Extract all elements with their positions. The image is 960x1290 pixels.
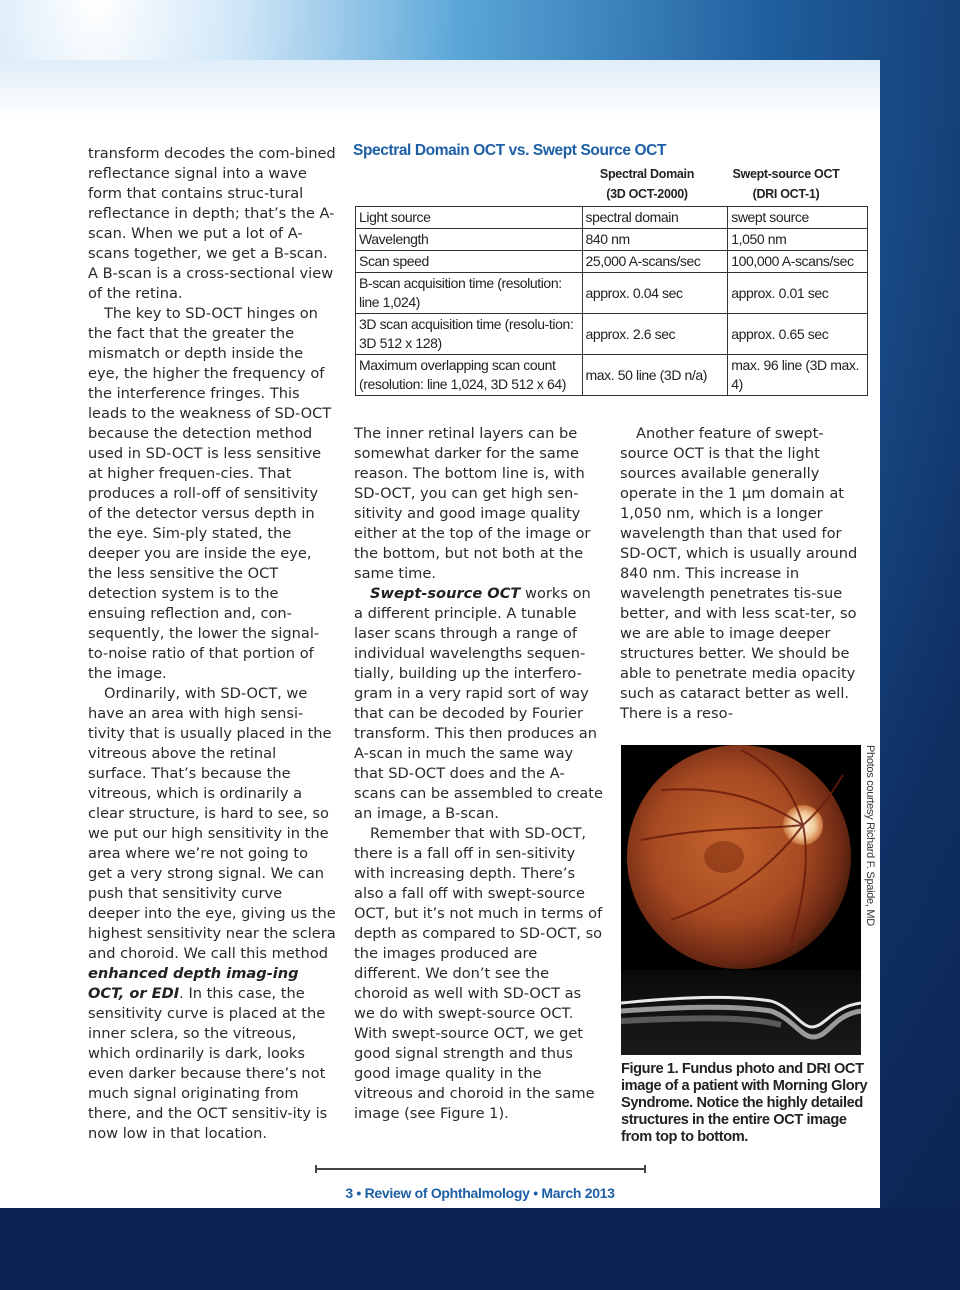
row-label: 3D scan acquisition time (resolu-tion: 3D 512 x 128) bbox=[356, 314, 583, 355]
cell-swept-source: 100,000 A-scans/sec bbox=[728, 251, 868, 273]
photo-credit-text: Photos courtesy Richard F. Spaide, MD bbox=[864, 745, 876, 926]
cell-swept-source: max. 96 line (3D max. 4) bbox=[728, 355, 868, 396]
cell-spectral-domain: 25,000 A-scans/sec bbox=[582, 251, 728, 273]
cell-swept-source: approx. 0.01 sec bbox=[728, 273, 868, 314]
table-title: Spectral Domain OCT vs. Swept Source OCT bbox=[353, 142, 667, 159]
cell-swept-source: 1,050 nm bbox=[728, 229, 868, 251]
paragraph bbox=[354, 584, 604, 824]
cell-spectral-domain: max. 50 line (3D n/a) bbox=[582, 355, 728, 396]
paragraph: Another feature of swept-source OCT is that the light sources available generally operate in the 1 µm domain at 1,050 nm, which is a longer wavelength than that used for SD-OCT, which is usually around 840 nm. This increase in wavelength penetrates tis-sue better, and with less scat-ter, so we are able to image deeper structures better. We should be able to penetrate media opacity such as cataract better as well. There is a reso- bbox=[620, 425, 858, 722]
paragraph-text: . In this case, the sensitivity curve is placed at the inner sclera, so the vitreous, which ordinarily is dark, looks even darker because there’s not much signal originating from there, and the OCT sensitiv-ity is now low in that location. bbox=[88, 985, 328, 1142]
table-row bbox=[356, 207, 868, 229]
column-header-swept-source bbox=[716, 164, 856, 204]
figure-image bbox=[621, 745, 861, 1055]
header-line: Spectral Domain bbox=[599, 167, 695, 181]
paragraph bbox=[88, 684, 336, 1144]
row-label: B-scan acquisition time (resolution: line 1,024) bbox=[356, 273, 583, 314]
cell-swept-source: approx. 0.65 sec bbox=[728, 314, 868, 355]
table-row bbox=[356, 229, 868, 251]
cell-spectral-domain: spectral domain bbox=[582, 207, 728, 229]
header-line: (DRI OCT-1) bbox=[752, 187, 820, 201]
paragraph: The inner retinal layers can be somewhat darker for the same reason. The bottom line is, with SD-OCT, you can get high sen-sitivity and good image quality either at the top of the image or the bottom, but not both at the same time. bbox=[354, 425, 591, 582]
footer-rule bbox=[315, 1168, 646, 1170]
bottom-band bbox=[0, 1208, 960, 1290]
header-line: (3D OCT-2000) bbox=[606, 187, 688, 201]
photo-credit bbox=[862, 745, 878, 926]
paragraph-text: works on a different principle. A tunable laser scans through a range of individual wavelengths sequen-tially, building up the interfero-gram in a very rapid sort of way that can be decoded by Fourier transform. This then produces an A-scan in much the same way that SD-OCT does and the A-scans can be assembled to create an image, a B-scan. bbox=[354, 585, 603, 822]
cell-spectral-domain: approx. 2.6 sec bbox=[582, 314, 728, 355]
paragraph: The key to SD-OCT hinges on the fact that the greater the mismatch or depth inside the eye, the higher the frequency of the interference fringes. This leads to the weakness of SD-OCT because the detection method used in SD-OCT is less sensitive at higher frequen-cies. That produces a roll-off of sensitivity of the detector versus depth in the eye. Sim-ply stated, the deeper you are inside the eye, the less sensitive the OCT detection system is to the ensuing reflection and, con-sequently, the lower the signal-to-noise ratio of that portion of the image. bbox=[88, 305, 332, 682]
row-label: Maximum overlapping scan count (resolution: line 1,024, 3D 512 x 64) bbox=[356, 355, 583, 396]
header-line: Swept-source OCT bbox=[732, 167, 840, 181]
page-top-glow bbox=[0, 60, 880, 120]
row-label: Wavelength bbox=[356, 229, 583, 251]
table-row bbox=[356, 273, 868, 314]
cell-swept-source: swept source bbox=[728, 207, 868, 229]
fundus-and-oct-image bbox=[621, 745, 861, 1055]
table-row bbox=[356, 251, 868, 273]
figure-caption: Figure 1. Fundus photo and DRI OCT image of a patient with Morning Glory Syndrome. Notice the highly detailed structures in the entire OCT image from top to bottom. bbox=[621, 1061, 868, 1145]
paragraph: transform decodes the com-bined reflectance signal into a wave form that contains struc-tural reflectance in depth; that’s the A-scan. When we put a lot of A-scans together, we get a B-scan. A B-scan is a cross-sectional view of the retina. bbox=[88, 145, 336, 302]
cell-spectral-domain: approx. 0.04 sec bbox=[582, 273, 728, 314]
table-row bbox=[356, 355, 868, 396]
cell-spectral-domain: 840 nm bbox=[582, 229, 728, 251]
row-label: Scan speed bbox=[356, 251, 583, 273]
column-header-spectral-domain bbox=[582, 164, 712, 204]
page-footer: 3 • Review of Ophthalmology • March 2013 bbox=[345, 1185, 615, 1201]
paragraph-text: Ordinarily, with SD-OCT, we have an area with high sensi-tivity that is usually placed in the vitreous above the retinal surface. That’s because the vitreous, which is ordinarily a clear structure, is hard to see, so we put our high sensitivity in the area where we’re not going to get a very strong signal. We can push that sensitivity curve deeper into the eye, giving us the highest sensitivity near the sclera and choroid. We call this method bbox=[88, 685, 336, 962]
paragraph: Remember that with SD-OCT, there is a fall off in sen-sitivity with increasing depth. There’s also a fall off with swept-source OCT, but it’s not much in terms of depth as compared to SD-OCT, so the images produced are different. We don’t see the choroid as well with SD-OCT as we do with swept-source OCT. With swept-source OCT, we get good signal strength and thus good image quality in the vitreous and choroid in the same image (see Figure 1). bbox=[354, 825, 603, 1122]
row-label: Light source bbox=[356, 207, 583, 229]
term-emphasis: enhanced depth imag-ing OCT, or EDI bbox=[88, 965, 299, 1002]
term-emphasis: Swept-source OCT bbox=[370, 585, 521, 602]
table-row bbox=[356, 314, 868, 355]
text-column-1 bbox=[88, 144, 336, 1144]
text-column-2 bbox=[354, 424, 604, 1124]
comparison-table bbox=[355, 206, 868, 396]
text-column-3 bbox=[620, 424, 868, 724]
